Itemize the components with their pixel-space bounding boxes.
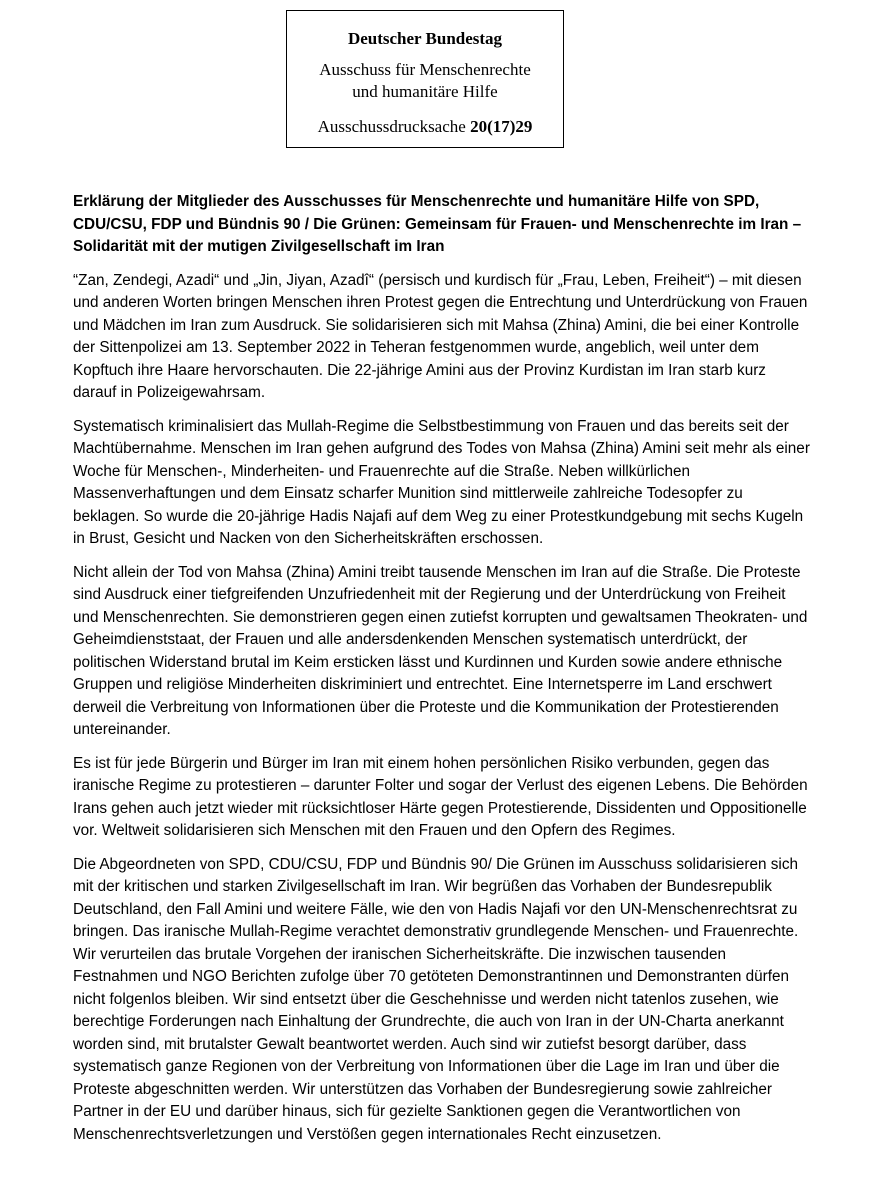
committee-name-line-1: Ausschuss für Menschenrechte	[319, 60, 531, 79]
document-reference-label: Ausschussdrucksache	[317, 117, 466, 136]
paragraph: Nicht allein der Tod von Mahsa (Zhina) Amini treibt tausende Menschen im Iran auf die Straße. Die Proteste sind Ausdruck einer tiefgreifenden Unzufriedenheit mit der Regierung und der Unterdrückung von Freiheit und Menschenrechten. Sie demonstrieren gegen einen zutiefst korrupten und gewaltsamen Theokraten- und Geheimdienststaat, der Frauen und alle andersdenkenden Menschen systematisch unterdrückt, der politischen Widerstand brutal im Keim ersticken lässt und Kurdinnen und Kurden sowie andere ethnische Gruppen und religiöse Minderheiten diskriminiert und entrechtet. Eine Internetsperre im Land erschwert derweil die Verbreitung von Informationen über die Proteste und die Kommunikation der Protestierenden untereinander.	[73, 563, 808, 738]
committee-name	[287, 59, 563, 103]
committee-name-line-2: und humanitäre Hilfe	[352, 82, 498, 101]
document-reference-number: 20(17)29	[470, 117, 533, 136]
document-header-box	[286, 10, 564, 148]
paragraph: Es ist für jede Bürgerin und Bürger im Iran mit einem hohen persönlichen Risiko verbunden, gegen das iranische Regime zu protestieren – darunter Folter und sogar der Verlust des eigenen Lebens. Die Behörden Irans gehen auch jetzt wieder mit rücksichtloser Härte gegen Protestierende, Dissidenten und Oppositionelle vor. Weltweit solidarisieren sich Menschen mit den Frauen und den Opfern des Regimes.	[73, 754, 808, 839]
paragraph: “Zan, Zendegi, Azadi“ und „Jin, Jiyan, Azadî“ (persisch und kurdisch für „Frau, Leben, Freiheit“) – mit diesen und anderen Worten bringen Menschen ihren Protest gegen die Entrechtung und Unterdrückung von Frauen und Mädchen im Iran zum Ausdruck. Sie solidarisieren sich mit Mahsa (Zhina) Amini, die bei einer Kontrolle der Sittenpolizei am 13. September 2022 in Teheran festgenommen wurde, angeblich, weil unter dem Kopftuch ihre Haare hervorschauten. Die 22-jährige Amini aus der Provinz Kurdistan im Iran starb kurz darauf in Polizeigewahrsam.	[73, 271, 808, 401]
document-reference	[287, 117, 563, 137]
document-body	[73, 191, 813, 1157]
parliament-name: Deutscher Bundestag	[347, 29, 503, 48]
document-title: Erklärung der Mitglieder des Ausschusses für Menschenrechte und humanitäre Hilfe von SPD, CDU/CSU, FDP und Bündnis 90 / Die Grünen: Gemeinsam für Frauen- und Menschenrechte im Iran – Solidarität mit der mutigen Zivilgesellschaft im Iran	[73, 193, 802, 255]
paragraph: Die Abgeordneten von SPD, CDU/CSU, FDP und Bündnis 90/ Die Grünen im Ausschuss solidarisieren sich mit der kritischen und starken Zivilgesellschaft im Iran. Wir begrüßen das Vorhaben der Bundesrepublik Deutschland, den Fall Amini und weitere Fälle, wie den von Hadis Najafi vor den UN-Menschenrechtsrat zu bringen. Das iranische Mullah-Regime verachtet demonstrativ grundlegende Menschen- und Frauenrechte. Wir verurteilen das brutale Vorgehen der iranischen Sicherheitskräfte. Die inzwischen tausenden Festnahmen und NGO Berichten zufolge über 70 getöteten Demonstrantinnen und Demonstranten dürfen nicht folgenlos bleiben. Wir sind entsetzt über die Geschehnisse und werden nicht tatenlos zusehen, wie berechtige Forderungen nach Einhaltung der Grundrechte, die auch von Iran in der UN-Charta anerkannt worden sind, mit brutalster Gewalt beantwortet werden. Auch sind wir zutiefst besorgt darüber, dass systematisch ganze Regionen von der Verbreitung von Informationen über die Lage im Iran und über die Proteste abgeschnitten werden. Wir unterstützen das Vorhaben der Bundesregierung sowie zahlreicher Partner in der EU und darüber hinaus, sich für gezielte Sanktionen gegen die Verantwortlichen von Menschenrechtsverletzungen und Verstößen gegen internationales Recht einzusetzen.	[73, 855, 799, 1143]
paragraph: Systematisch kriminalisiert das Mullah-Regime die Selbstbestimmung von Frauen und das bereits seit der Machtübernahme. Menschen im Iran gehen aufgrund des Todes von Mahsa (Zhina) Amini seit mehr als einer Woche für Menschen-, Minderheiten- und Frauenrechte auf die Straße. Neben willkürlichen Massenverhaftungen und dem Einsatz scharfer Munition sind mittlerweile zahlreiche Todesopfer zu beklagen. So wurde die 20-jährige Hadis Najafi auf dem Weg zu einer Protestkundgebung mit sechs Kugeln in Brust, Gesicht und Nacken von den Sicherheitskräften erschossen.	[73, 417, 810, 547]
